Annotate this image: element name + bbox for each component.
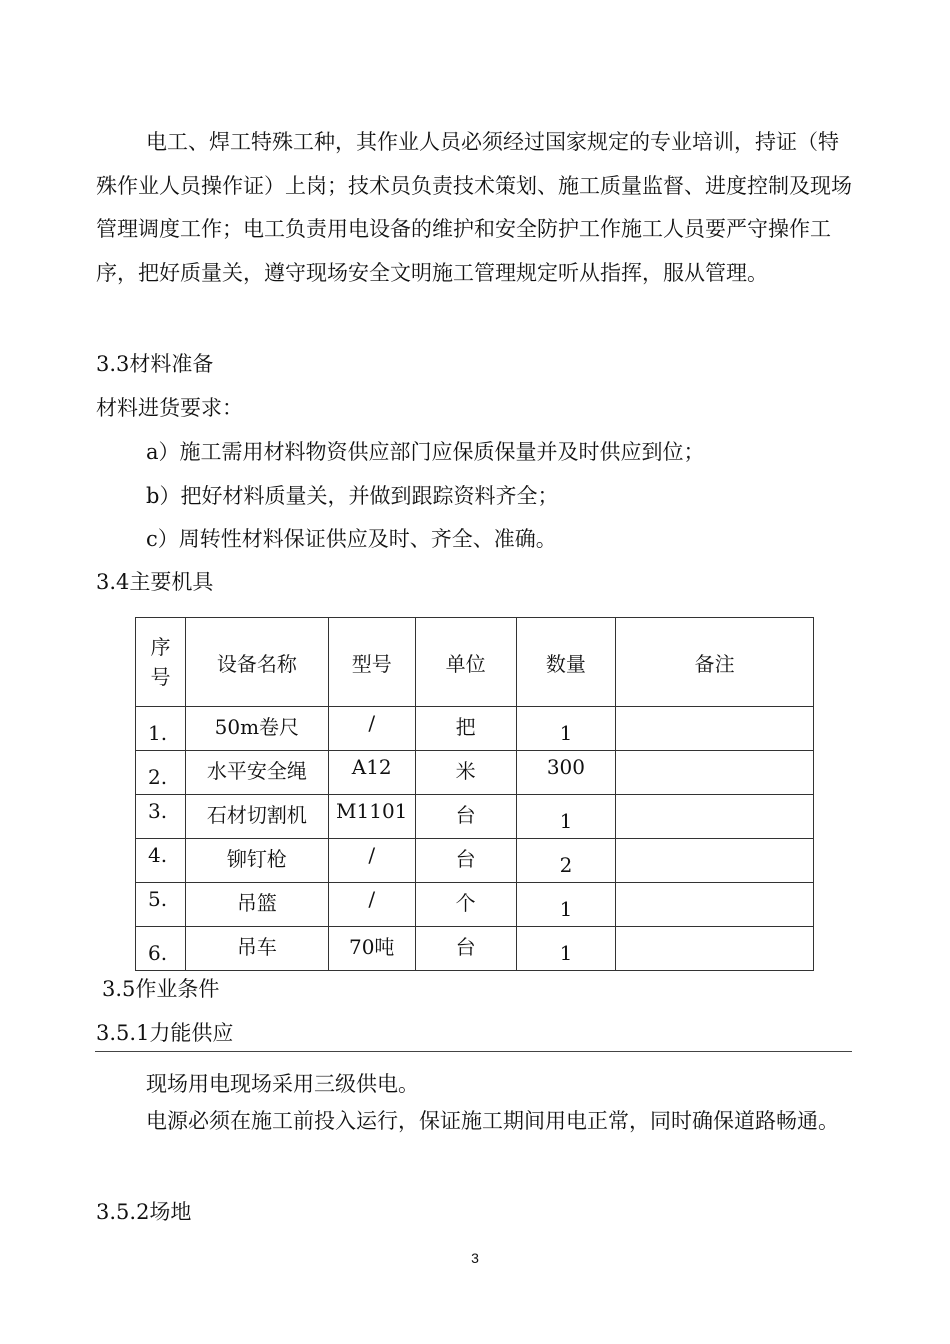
table-row (136, 795, 814, 839)
row-note (616, 839, 814, 883)
row-name: 吊篮 (236, 891, 277, 915)
material-item-b: b）把好材料质量关，并做到跟踪资料齐全； (146, 484, 559, 508)
row-unit: 个 (455, 891, 476, 915)
header-model: 型号 (328, 618, 415, 707)
row-name: 吊车 (236, 935, 277, 959)
row-index: 2. (148, 765, 168, 789)
row-note (616, 751, 814, 795)
row-model: / (368, 843, 376, 867)
row-qty: 300 (546, 755, 586, 779)
row-index: 4. (148, 843, 168, 867)
row-unit: 米 (455, 759, 476, 783)
power-line-2: 电源必须在施工前投入运行，保证施工期间用电正常，同时确保道路畅通。 (146, 1109, 839, 1133)
row-note (616, 927, 814, 971)
row-qty: 1 (559, 809, 573, 833)
header-unit: 单位 (415, 618, 516, 707)
row-model: M1101 (336, 799, 408, 823)
row-index: 5. (148, 887, 168, 911)
heading-3-5-2: 3.5.2场地 (96, 1200, 192, 1224)
row-unit: 把 (455, 715, 476, 739)
heading-3-3: 3.3材料准备 (96, 352, 214, 376)
header-index: 序号 (136, 618, 186, 707)
row-model: A12 (351, 755, 392, 779)
row-qty: 1 (559, 721, 573, 745)
row-name: 石材切割机 (206, 803, 307, 827)
row-note (616, 883, 814, 927)
row-model: / (368, 887, 376, 911)
row-note (616, 707, 814, 751)
row-model: 70吨 (348, 935, 395, 959)
table-row (136, 883, 814, 927)
header-qty: 数量 (516, 618, 616, 707)
row-unit: 台 (455, 935, 476, 959)
row-index: 6. (148, 941, 168, 965)
header-name: 设备名称 (185, 618, 328, 707)
table-row (136, 707, 814, 751)
row-model: / (368, 711, 376, 735)
row-unit: 台 (455, 847, 476, 871)
row-qty: 2 (559, 853, 573, 877)
header-note: 备注 (616, 618, 814, 707)
table-row (136, 751, 814, 795)
row-name: 50m卷尺 (214, 715, 300, 739)
section-divider (95, 1051, 852, 1052)
table-row (136, 927, 814, 971)
row-name: 水平安全绳 (206, 759, 307, 783)
table-header-row (136, 618, 814, 707)
heading-3-5-1: 3.5.1力能供应 (96, 1021, 234, 1045)
heading-3-4: 3.4主要机具 (96, 570, 214, 594)
table-row (136, 839, 814, 883)
intro-paragraph: 电工、焊工特殊工种，其作业人员必须经过国家规定的专业培训，持证（特殊作业人员操作证）上岗；技术员负责技术策划、施工质量监督、进度控制及现场管理调度工作；电工负责用电设备的维护和安全防护工作施工人员要严守操作工序，把好质量关，遵守现场安全文明施工管理规定听从指挥，服从管理。 (96, 130, 852, 285)
power-line-1: 现场用电现场采用三级供电。 (146, 1072, 419, 1096)
equipment-table (135, 617, 814, 971)
row-name: 铆钉枪 (226, 847, 287, 871)
row-qty: 1 (559, 897, 573, 921)
material-item-a: a）施工需用材料物资供应部门应保质保量并及时供应到位； (146, 440, 705, 464)
row-index: 3. (148, 799, 168, 823)
row-note (616, 795, 814, 839)
page-number: 3 (471, 1250, 479, 1266)
heading-3-5: 3.5作业条件 (102, 977, 220, 1001)
materials-intro: 材料进货要求： (96, 396, 243, 420)
material-item-c: c）周转性材料保证供应及时、齐全、准确。 (146, 527, 557, 551)
row-qty: 1 (559, 941, 573, 965)
row-index: 1. (148, 721, 168, 745)
row-unit: 台 (455, 803, 476, 827)
